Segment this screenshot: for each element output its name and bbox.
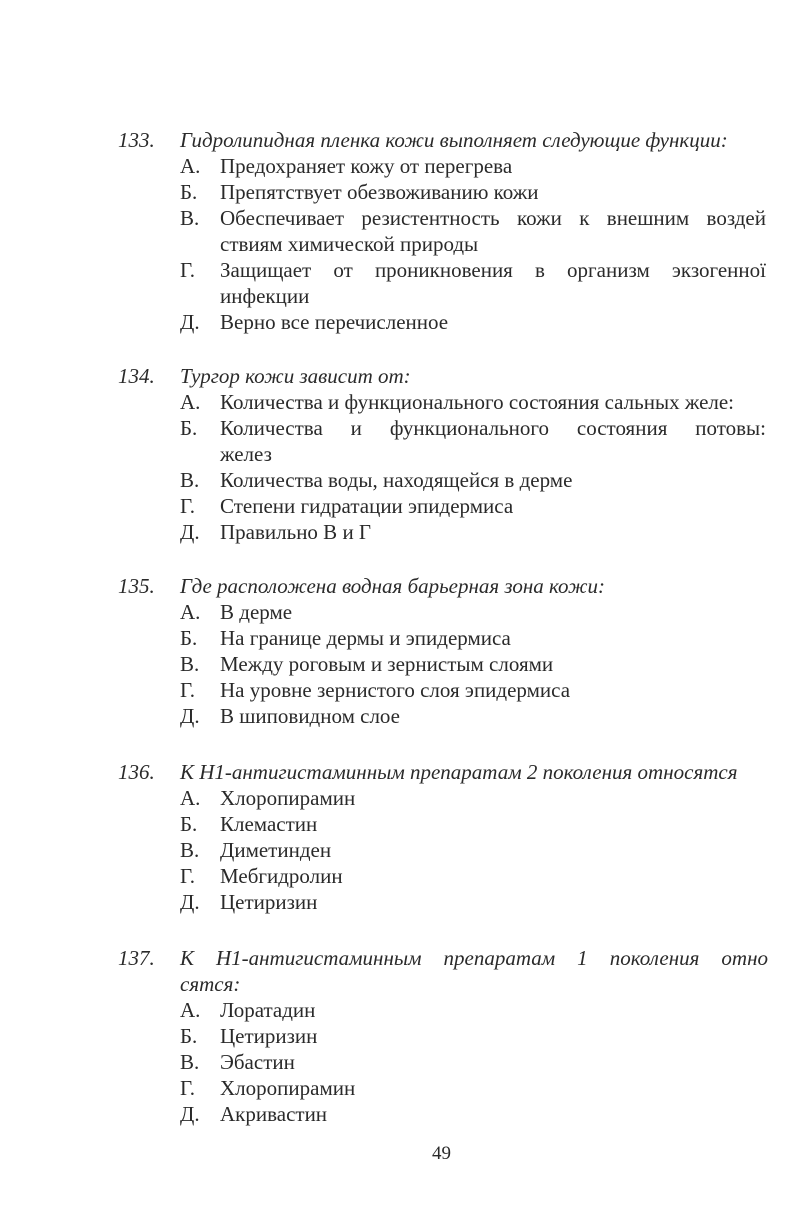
option-text: На границе дермы и эпидермиса — [220, 626, 511, 650]
answer-option — [118, 811, 795, 837]
answer-option — [118, 997, 795, 1023]
option-text: На уровне зернистого слоя эпидермиса — [220, 678, 571, 702]
option-letter: А. — [180, 600, 201, 624]
option-text: Эбастин — [220, 1050, 295, 1074]
option-text: Защищает от проникновения в организм экзогенної — [220, 258, 766, 282]
answer-option — [118, 785, 795, 811]
option-text-continuation: инфекции — [220, 284, 310, 308]
option-letter: Б. — [180, 626, 198, 650]
option-letter: Б. — [180, 812, 198, 836]
question-text: К Н1-антигистаминным препаратам 1 поколения отно — [180, 946, 768, 970]
answer-option — [118, 467, 795, 493]
option-text: Степени гидратации эпидермиса — [220, 494, 514, 518]
answer-option — [118, 1101, 795, 1127]
answer-option — [118, 837, 795, 863]
option-letter: Д. — [180, 310, 200, 334]
option-letter: Г. — [180, 678, 196, 702]
option-letter: Д. — [180, 520, 200, 544]
option-letter: В. — [180, 468, 200, 492]
option-letter: А. — [180, 998, 201, 1022]
option-letter: Б. — [180, 180, 198, 204]
option-text: Препятствует обезвоживанию кожи — [220, 180, 539, 204]
option-letter: Д. — [180, 890, 200, 914]
answer-option — [118, 415, 795, 467]
question-text: К Н1-антигистаминным препаратам 2 поколения относятся — [180, 760, 738, 784]
answer-option — [118, 519, 795, 545]
option-text-continuation: ствиям химической природы — [220, 232, 479, 256]
option-letter: В. — [180, 652, 200, 676]
question-text-continuation: сятся: — [180, 972, 241, 996]
answer-option — [118, 1049, 795, 1075]
answer-option — [118, 625, 795, 651]
option-letter: Г. — [180, 1076, 196, 1100]
option-letter: А. — [180, 786, 201, 810]
option-text: Количества воды, находящейся в дерме — [220, 468, 573, 492]
option-text: Цетиризин — [220, 1024, 318, 1048]
question-134 — [118, 363, 795, 545]
answer-option — [118, 599, 795, 625]
question-text: Где расположена водная барьерная зона кожи: — [180, 574, 606, 598]
option-letter: В. — [180, 206, 200, 230]
option-text: Лоратадин — [220, 998, 316, 1022]
option-letter: Д. — [180, 1102, 200, 1126]
option-text: Клемастин — [220, 812, 318, 836]
option-text: Цетиризин — [220, 890, 318, 914]
question-number: 134. — [118, 364, 155, 388]
answer-option — [118, 1075, 795, 1101]
option-text: Правильно В и Г — [220, 520, 372, 544]
question-number: 135. — [118, 574, 155, 598]
option-text: Обеспечивает резистентность кожи к внешним воздей — [220, 206, 766, 230]
question-number: 133. — [118, 128, 155, 152]
question-137 — [118, 945, 795, 1127]
option-text: Количества и функционального состояния потовы: — [220, 416, 766, 440]
option-letter: Г. — [180, 494, 196, 518]
page-number: 49 — [432, 1143, 451, 1164]
option-letter: А. — [180, 390, 201, 414]
option-text: Количества и функционального состояния сальных желе: — [220, 390, 735, 414]
answer-option — [118, 889, 795, 915]
answer-option — [118, 205, 795, 257]
question-text: Гидролипидная пленка кожи выполняет следующие функции: — [180, 128, 728, 152]
option-letter: В. — [180, 838, 200, 862]
question-135 — [118, 573, 795, 729]
answer-option — [118, 389, 795, 415]
option-text: Мебгидролин — [220, 864, 343, 888]
option-letter: Б. — [180, 1024, 198, 1048]
option-letter: А. — [180, 154, 201, 178]
option-text: В дерме — [220, 600, 293, 624]
option-letter: Б. — [180, 416, 198, 440]
option-text: Акривастин — [220, 1102, 328, 1126]
answer-option — [118, 179, 795, 205]
answer-option — [118, 153, 795, 179]
question-text: Тургор кожи зависит от: — [180, 364, 411, 388]
option-text: Верно все перечисленное — [220, 310, 449, 334]
answer-option — [118, 493, 795, 519]
option-text: Хлоропирамин — [220, 786, 356, 810]
answer-option — [118, 651, 795, 677]
answer-option — [118, 863, 795, 889]
answer-option — [118, 677, 795, 703]
option-letter: Г. — [180, 258, 196, 282]
option-letter: В. — [180, 1050, 200, 1074]
question-number: 136. — [118, 760, 155, 784]
answer-option — [118, 309, 795, 335]
option-text: Хлоропирамин — [220, 1076, 356, 1100]
answer-option — [118, 257, 795, 309]
answer-option — [118, 1023, 795, 1049]
option-letter: Г. — [180, 864, 196, 888]
option-text: Предохраняет кожу от перегрева — [220, 154, 513, 178]
option-text: Диметинден — [220, 838, 332, 862]
option-letter: Д. — [180, 704, 200, 728]
question-136 — [118, 759, 795, 915]
option-text: Между роговым и зернистым слоями — [220, 652, 554, 676]
answer-option — [118, 703, 795, 729]
option-text-continuation: желез — [220, 442, 272, 466]
option-text: В шиповидном слое — [220, 704, 400, 728]
question-number: 137. — [118, 946, 155, 970]
question-133 — [118, 127, 795, 335]
